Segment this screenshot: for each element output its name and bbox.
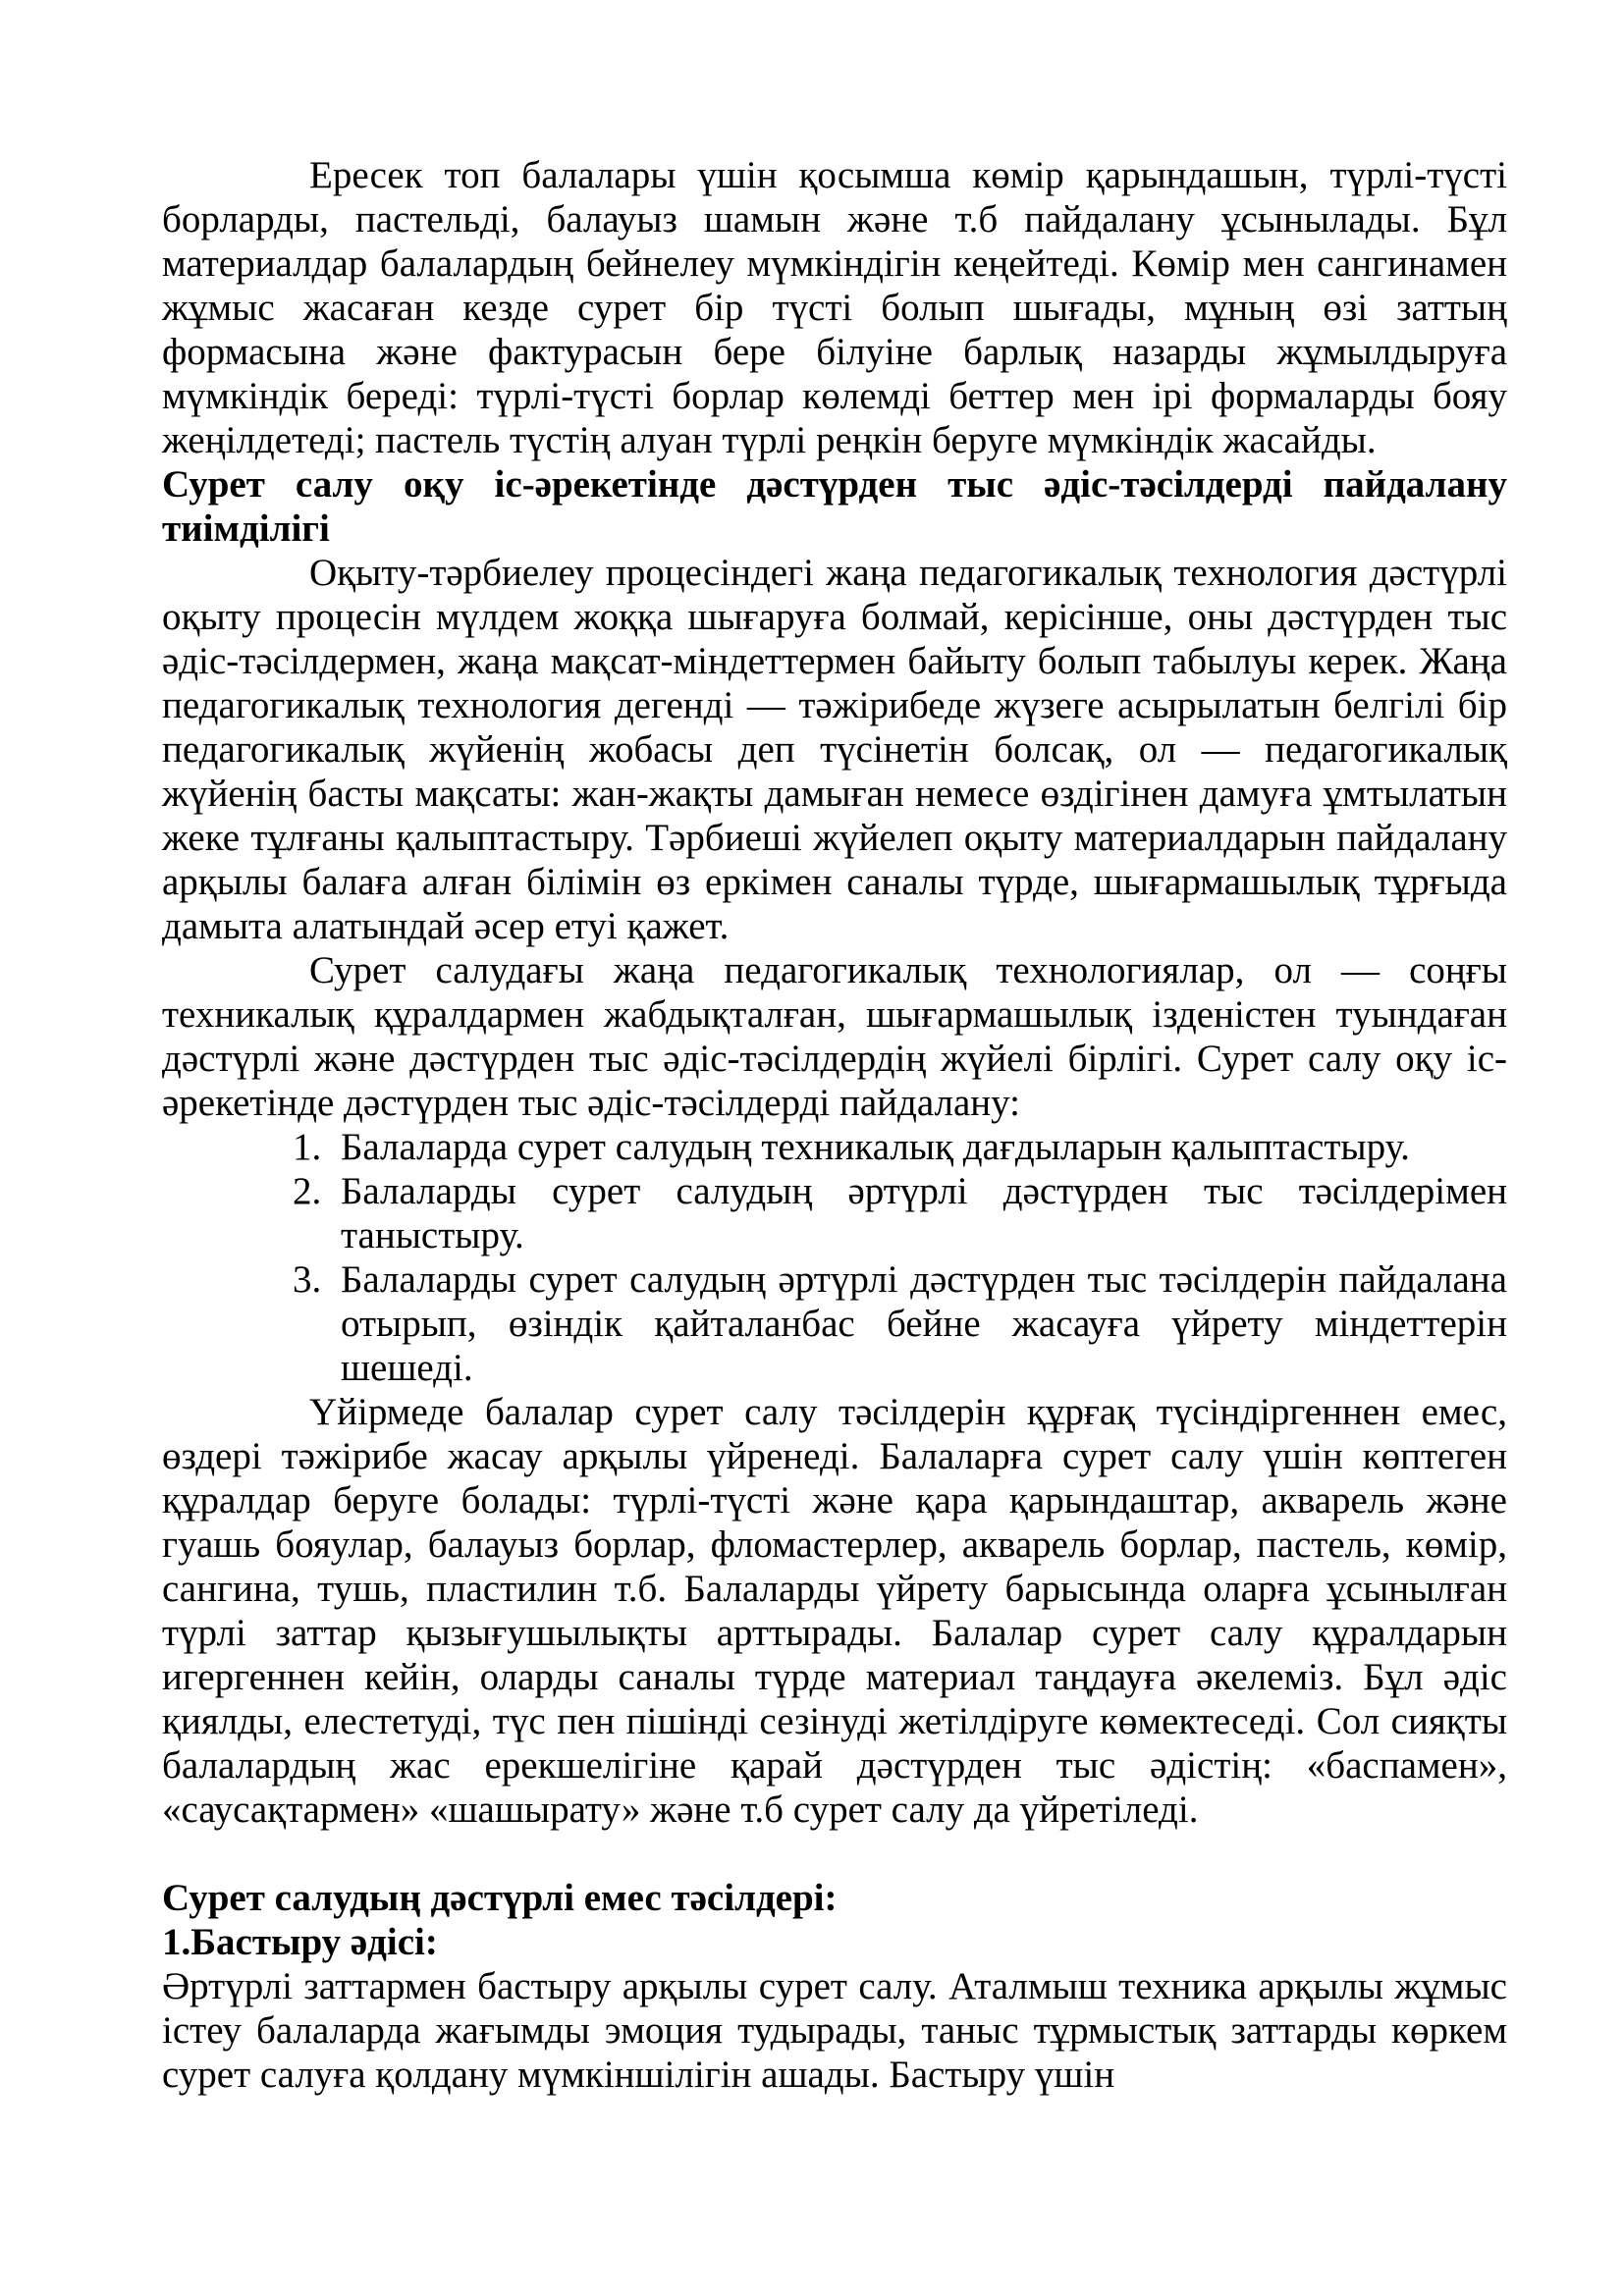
paragraph-new-technologies: Сурет салудағы жаңа педагогикалық технологиялар, ол — соңғы техникалық құралдармен жабдықталған, шығармашылық ізденістен туындаған дәстүрлі және дәстүрден тыс әдіс-тәсілдердің жүйелі бірлігі. Сурет салу оқу іс-әрекетінде дәстүрден тыс әдіс-тәсілдерді пайдалану:: [162, 949, 1507, 1124]
paragraph-pedagogy: Оқыту-тәрбиелеу процесіндегі жаңа педагогикалық технология дәстүрлі оқыту процесін мүлдем жоққа шығаруға болмай, керісінше, оны дәстүрден тыс әдіс-тәсілдермен, жаңа мақсат-міндеттермен байыту болып табылуы керек. Жаңа педагогикалық технология дегенді — тәжірибеде жүзеге асырылатын белгілі бір педагогикалық жүйенің жобасы деп түсінетін болсақ, ол — педагогикалық жүйенің басты мақсаты: жан-жақты дамыған немесе өздігінен дамуға ұмтылатын жеке тұлғаны қалыптастыру. Тәрбиеші жүйелеп оқыту материалдарын пайдалану арқылы балаға алған білімін өз еркімен саналы түрде, шығармашылық тұрғыда дамыта алатындай әсер етуі қажет.: [162, 552, 1507, 947]
heading-printing-method: 1.Бастыру әдісі:: [162, 1921, 438, 1963]
heading-efficiency: Сурет салу оқу іс-әрекетінде дәстүрден тыс әдіс-тәсілдерді пайдалану тиімділігі: [162, 463, 1507, 550]
paragraph-circle: Үйірмеде балалар сурет салу тәсілдерін құрғақ түсіндіргеннен емес, өздері тәжірибе жасау арқылы үйренеді. Балаларға сурет салу үшін көптеген құралдар беруге болады: түрлі-түсті және қара қарындаштар, акварель және гуашь бояулар, балауыз борлар, фломастерлер, акварель борлар, пастель, көмір, сангина, тушь, пластилин т.б. Балаларды үйрету барысында оларға ұсынылған түрлі заттар қызығушылықты арттырады. Балалар сурет салу құралдарын игергеннен кейін, оларды саналы түрде материал таңдауға әкелеміз. Бұл әдіс қиялды, елестетуді, түс пен пішінді сезінуді жетілдіруге көмектеседі. Сол сияқты балалардың жас ерекшелігіне қарай дәстүрден тыс әдістің: «баспамен», «саусақтармен» «шашырату» және т.б сурет салу да үйретіледі.: [162, 1391, 1507, 1831]
task-list-item-2: 2. Балаларды сурет салудың әртүрлі дәстүрден тыс тәсілдерімен таныстыру.: [331, 1169, 1507, 1257]
paragraph-printing: Әртүрлі заттармен бастыру арқылы сурет салу. Аталмыш техника арқылы жұмыс істеу балаларда жағымды эмоция тудырады, таныс тұрмыстық заттарды көркем сурет салуға қолдану мүмкіншілігін ашады. Бастыру үшін: [162, 1965, 1507, 2096]
blank-line: [162, 1832, 1507, 1876]
task-list: [162, 1125, 1507, 1390]
paragraph-intro: Ересек топ балалары үшін қосымша көмір қарындашын, түрлі-түсті борларды, пастельді, балауыз шамын және т.б пайдалану ұсынылады. Бұл материалдар балалардың бейнелеу мүмкіндігін кеңейтеді. Көмір мен сангинамен жұмыс жасаған кезде сурет бір түсті болып шығады, мұның өзі заттың формасына және фактурасын бере білуіне барлық назарды жұмылдыруға мүмкіндік береді: түрлі-түсті борлар көлемді беттер мен ірі формаларды бояу жеңілдетеді; пастель түстің алуан түрлі реңкін беруге мүмкіндік жасайды.: [162, 154, 1507, 461]
task-list-item-3: 3. Балаларды сурет салудың әртүрлі дәстүрден тыс тәсілдерін пайдалана отырып, өзіндік қайталанбас бейне жасауға үйрету міндеттерін шешеді.: [331, 1257, 1507, 1390]
heading-nontraditional: Сурет салудың дәстүрлі емес тәсілдері:: [162, 1877, 838, 1919]
task-list-item-1: 1. Балаларда сурет салудың техникалық дағдыларын қалыптастыру.: [331, 1125, 1507, 1169]
